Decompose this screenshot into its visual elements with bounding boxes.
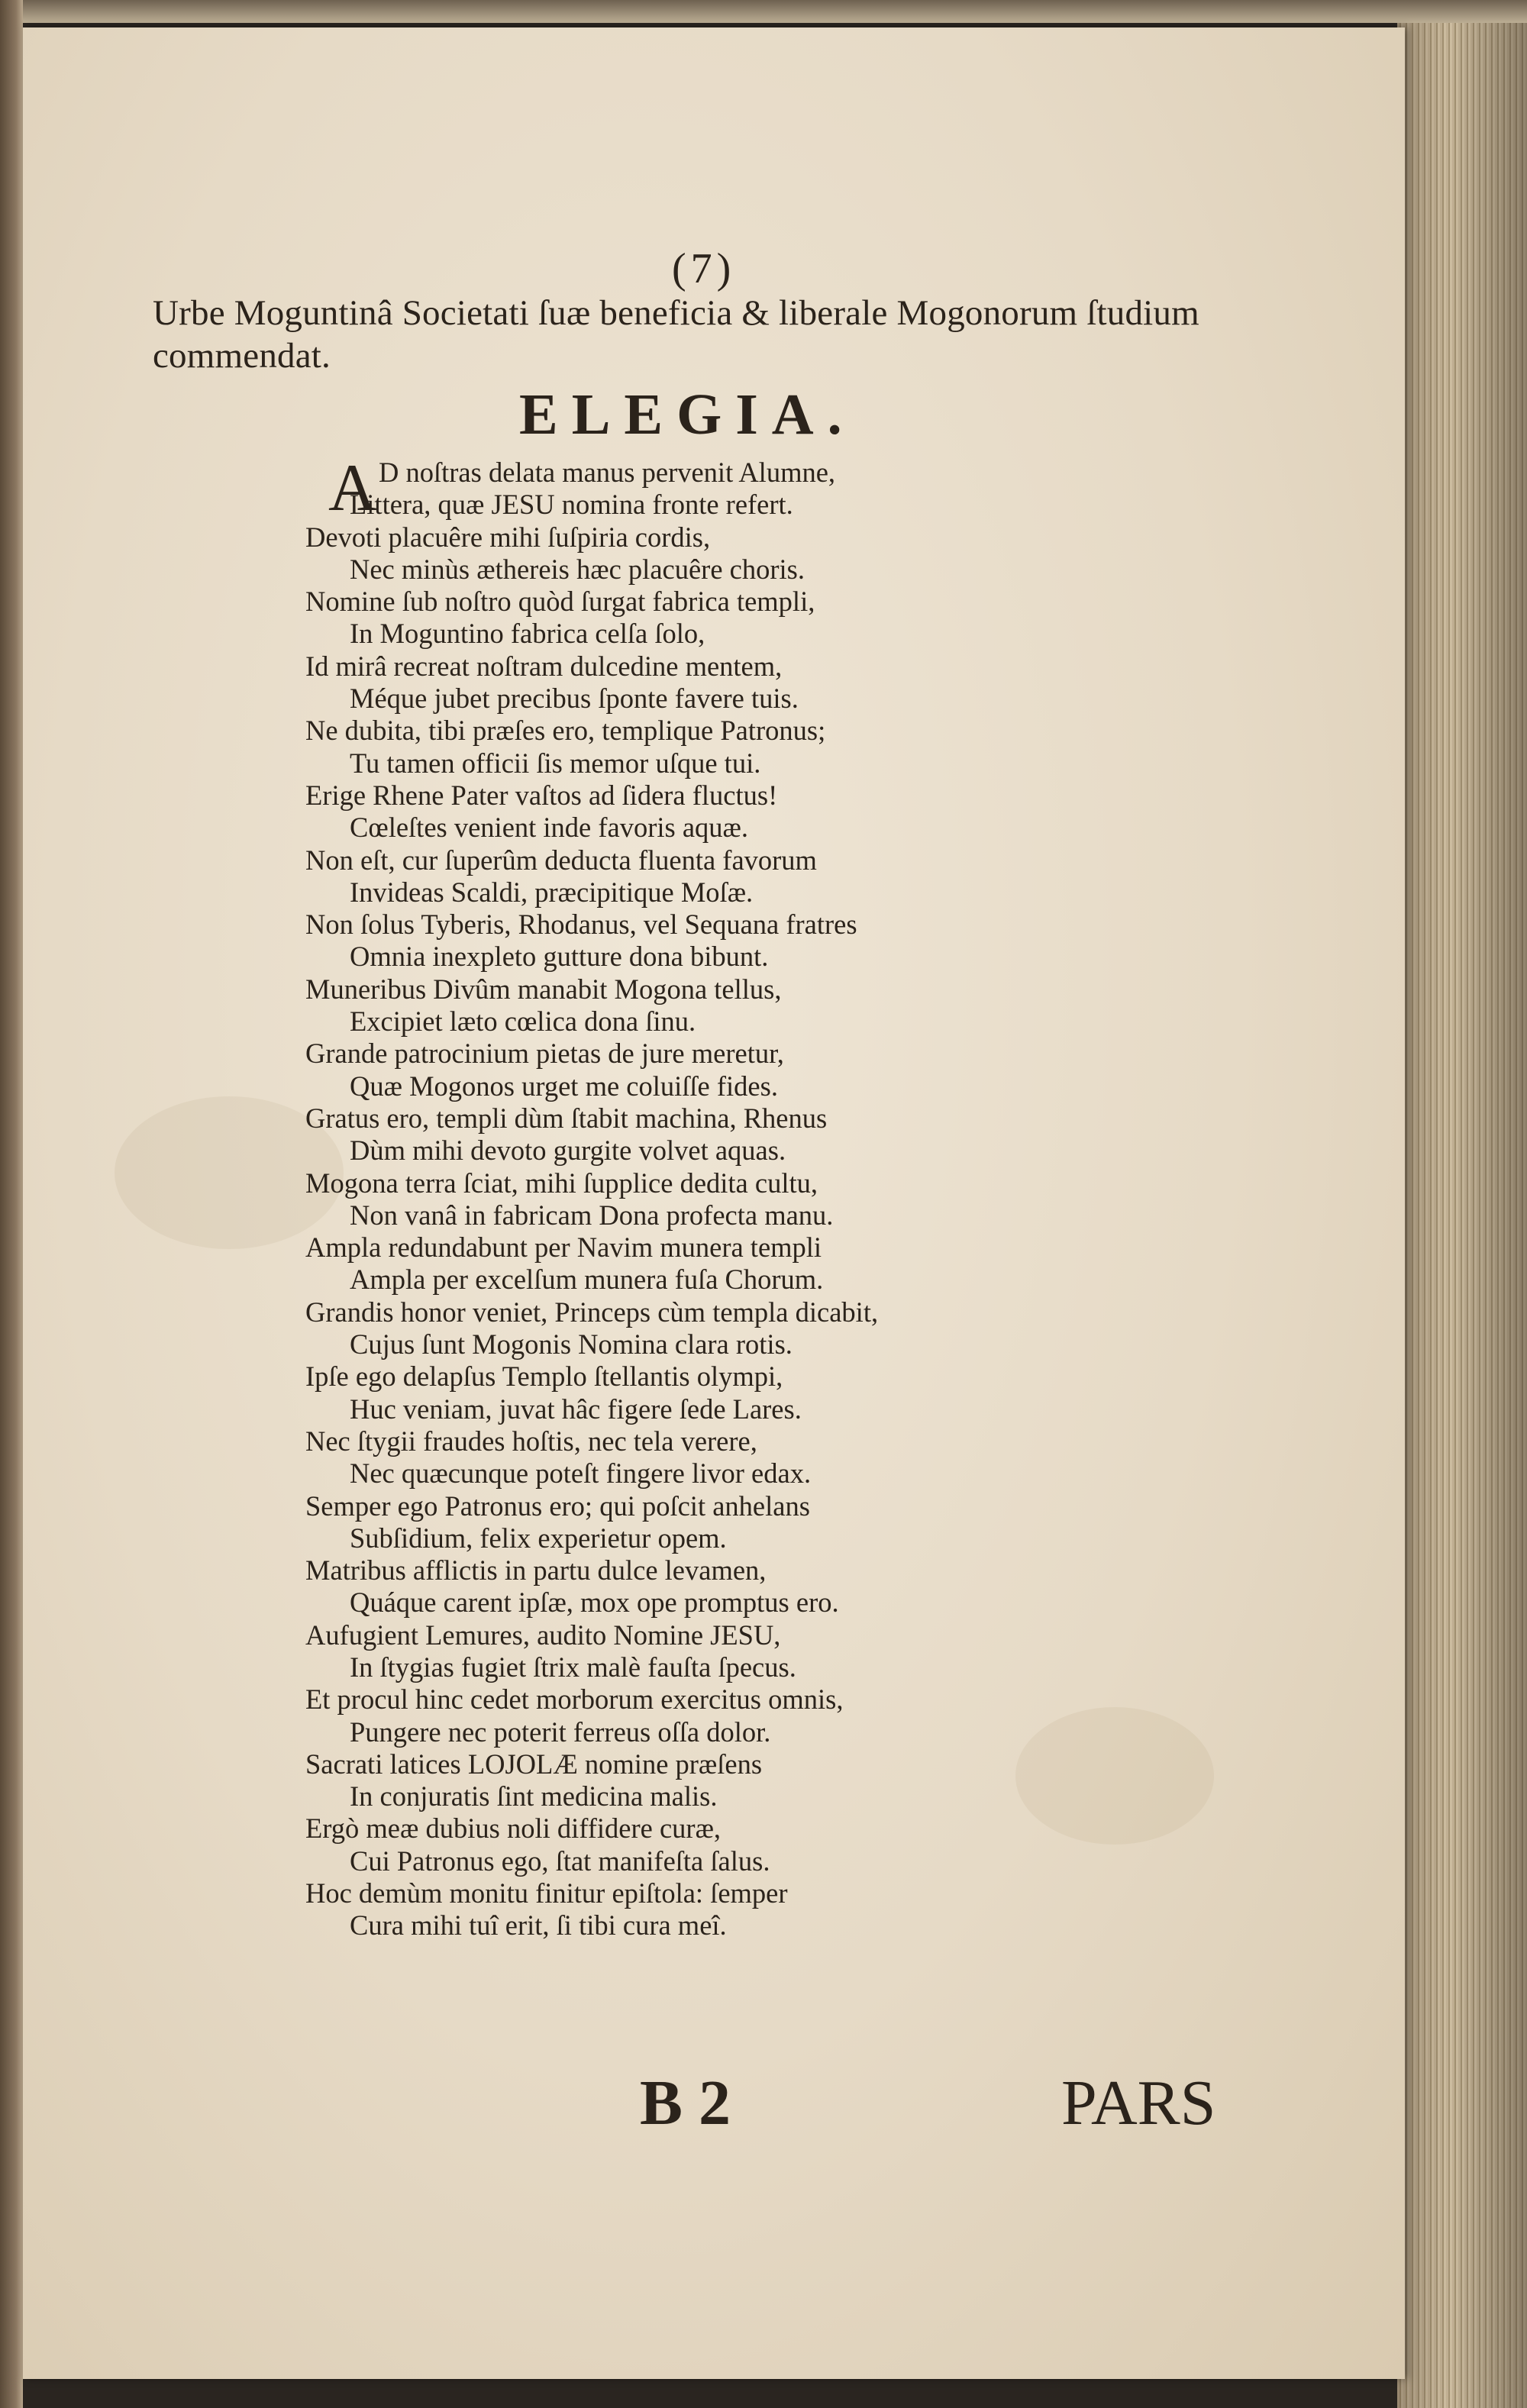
poem-line-text: Subſidium, felix experietur opem. — [350, 1522, 727, 1554]
poem-line — [305, 1877, 1298, 1909]
signature-mark: B 2 — [640, 2067, 731, 2138]
poem-line — [305, 1909, 1298, 1942]
poem-line — [305, 1748, 1298, 1780]
poem-line-text: Grandis honor veniet, Princeps cùm templa dicabit, — [305, 1296, 879, 1328]
poem-line — [305, 1780, 1298, 1812]
poem-line — [305, 1845, 1298, 1877]
page-stack-shadow — [1397, 23, 1527, 2408]
poem-line-text: Pungere nec poterit ferreus oſſa dolor. — [350, 1716, 771, 1748]
poem-line — [305, 1522, 1298, 1554]
poem-line — [305, 1587, 1298, 1619]
poem-line-text: Aufugient Lemures, audito Nomine JESU, — [305, 1619, 781, 1651]
poem-line-text: Dùm mihi devoto gurgite volvet aquas. — [350, 1135, 786, 1167]
poem-line-text: In conjuratis ſint medicina malis. — [350, 1780, 718, 1812]
poem-line — [305, 747, 1298, 780]
poem-line-text: Ne dubita, tibi præſes ero, templique Patronus; — [305, 715, 826, 747]
poem-line-text: In Moguntino fabrica celſa ſolo, — [350, 618, 705, 650]
poem-line-text: Non eſt, cur ſuperûm deducta fluenta favorum — [305, 844, 817, 876]
poem-line-text: Nec quæcunque poteſt fingere livor edax. — [350, 1457, 812, 1490]
poem-line — [305, 1683, 1298, 1716]
poem-line — [305, 1554, 1298, 1587]
poem-line — [305, 683, 1298, 715]
poem-line — [305, 1167, 1298, 1199]
poem-line — [305, 780, 1298, 812]
poem-line — [305, 586, 1298, 618]
poem-line-text: Ergò meæ dubius noli diffidere curæ, — [305, 1812, 722, 1845]
poem-line-text: Nomine ſub noſtro quòd ſurgat fabrica templi, — [305, 586, 815, 618]
poem-line — [305, 489, 1298, 521]
poem-line-text: Matribus afflictis in partu dulce levamen, — [305, 1554, 767, 1587]
poem-line — [305, 1393, 1298, 1425]
poem-body — [305, 451, 1298, 1942]
poem-line — [305, 812, 1298, 844]
poem-line — [305, 1328, 1298, 1361]
poem-line — [305, 554, 1298, 586]
poem-line-text: Quæ Mogonos urget me coluiſſe fides. — [350, 1070, 778, 1102]
poem-line — [305, 973, 1298, 1005]
poem-line — [305, 1361, 1298, 1393]
poem-title: ELEGIA. — [519, 383, 856, 447]
poem-line-text: Et procul hinc cedet morborum exercitus omnis, — [305, 1683, 844, 1716]
poem-line-text: Invideas Scaldi, præcipitique Moſæ. — [350, 876, 754, 908]
poem-line-text: Cujus ſunt Mogonis Nomina clara rotis. — [350, 1328, 793, 1361]
poem-line — [305, 1264, 1298, 1296]
poem-line — [305, 1199, 1298, 1231]
poem-line-text: Gratus ero, templi dùm ſtabit machina, Rhenus — [305, 1102, 828, 1134]
poem-line-text: In ſtygias fugiet ſtrix malè fauſta ſpecus. — [350, 1651, 796, 1683]
poem-line — [305, 1425, 1298, 1457]
book-binding — [0, 0, 23, 2408]
poem-line — [305, 1231, 1298, 1264]
poem-line — [305, 618, 1298, 650]
poem-line-text: Littera, quæ JESU nomina fronte refert. — [350, 489, 793, 521]
poem-line — [305, 650, 1298, 683]
poem-line-text: Cui Patronus ego, ſtat manifeſta ſalus. — [350, 1845, 770, 1877]
poem-line — [305, 1038, 1298, 1070]
page-number: (7) — [672, 245, 736, 292]
poem-line — [305, 1490, 1298, 1522]
poem-line-text: Ampla per excelſum munera fuſa Chorum. — [350, 1264, 824, 1296]
poem-line — [305, 1070, 1298, 1102]
poem-line-text: Nec minùs æthereis hæc placuêre choris. — [350, 553, 805, 585]
poem-line — [305, 1457, 1298, 1490]
poem-line-text: Ampla redundabunt per Navim munera templi — [305, 1231, 822, 1264]
poem-line — [305, 1005, 1298, 1038]
poem-line-text: Excipiet læto cœlica dona ſinu. — [350, 1005, 696, 1038]
poem-line — [305, 1651, 1298, 1683]
poem-line-text: Devoti placuêre mihi ſuſpiria cordis, — [305, 521, 711, 553]
poem-line-text: Non vanâ in fabricam Dona profecta manu. — [350, 1199, 834, 1231]
poem-line — [305, 909, 1298, 941]
poem-line-text: Grande patrocinium pietas de jure meretur, — [305, 1038, 784, 1070]
poem-line — [305, 1296, 1298, 1328]
poem-line-text: Erige Rhene Pater vaſtos ad ſidera fluctus! — [305, 779, 778, 811]
poem-line-text: Sacrati latices LOJOLÆ nomine præſens — [305, 1748, 763, 1780]
drop-capital: A — [328, 451, 377, 525]
poem-line-text: Ipſe ego delapſus Templo ſtellantis olympi, — [305, 1361, 783, 1393]
poem-line — [305, 1619, 1298, 1651]
poem-line-text: Nec ſtygii fraudes hoſtis, nec tela verere, — [305, 1425, 757, 1457]
poem-line-text: D noſtras delata manus pervenit Alumne, — [379, 457, 836, 488]
poem-line — [305, 1716, 1298, 1748]
poem-line — [305, 876, 1298, 909]
poem-line-text: Tu tamen officii ſis memor uſque tui. — [350, 747, 761, 779]
poem-line — [305, 1812, 1298, 1845]
poem-line-text: Quáque carent ipſæ, mox ope promptus ero. — [350, 1587, 839, 1619]
poem-line-text: Omnia inexpleto gutture dona bibunt. — [350, 941, 769, 973]
poem-line-text: Semper ego Patronus ero; qui poſcit anhelans — [305, 1490, 810, 1522]
poem-line-text: Cœleſtes venient inde favoris aquæ. — [350, 812, 749, 844]
poem-line-text: Muneribus Divûm manabit Mogona tellus, — [305, 973, 782, 1005]
catchword: PARS — [1061, 2067, 1216, 2138]
poem-line — [305, 521, 1298, 554]
poem-line-text: Huc veniam, juvat hâc figere ſede Lares. — [350, 1393, 802, 1425]
poem-line-text: Hoc demùm monitu finitur epiſtola: ſemper — [305, 1877, 788, 1909]
intro-text: Urbe Moguntinâ Societati ſuæ beneficia & liberale Mogonorum ſtudium commendat. — [153, 293, 1199, 376]
poem-line-text: Id mirâ recreat noſtram dulcedine mentem, — [305, 650, 783, 682]
poem-line — [305, 1135, 1298, 1167]
poem-line-text: Méque jubet precibus ſponte favere tuis. — [350, 683, 799, 715]
poem-line-text: Non ſolus Tyberis, Rhodanus, vel Sequana fratres — [305, 909, 857, 941]
poem-line — [305, 844, 1298, 876]
poem-line — [305, 715, 1298, 747]
poem-line — [305, 941, 1298, 973]
poem-line-text: Cura mihi tuî erit, ſi tibi cura meî. — [350, 1909, 727, 1942]
previous-leaf-edge — [23, 0, 1527, 23]
poem-line-text: Mogona terra ſciat, mihi ſupplice dedita cultu, — [305, 1167, 818, 1199]
poem-line — [305, 1102, 1298, 1135]
